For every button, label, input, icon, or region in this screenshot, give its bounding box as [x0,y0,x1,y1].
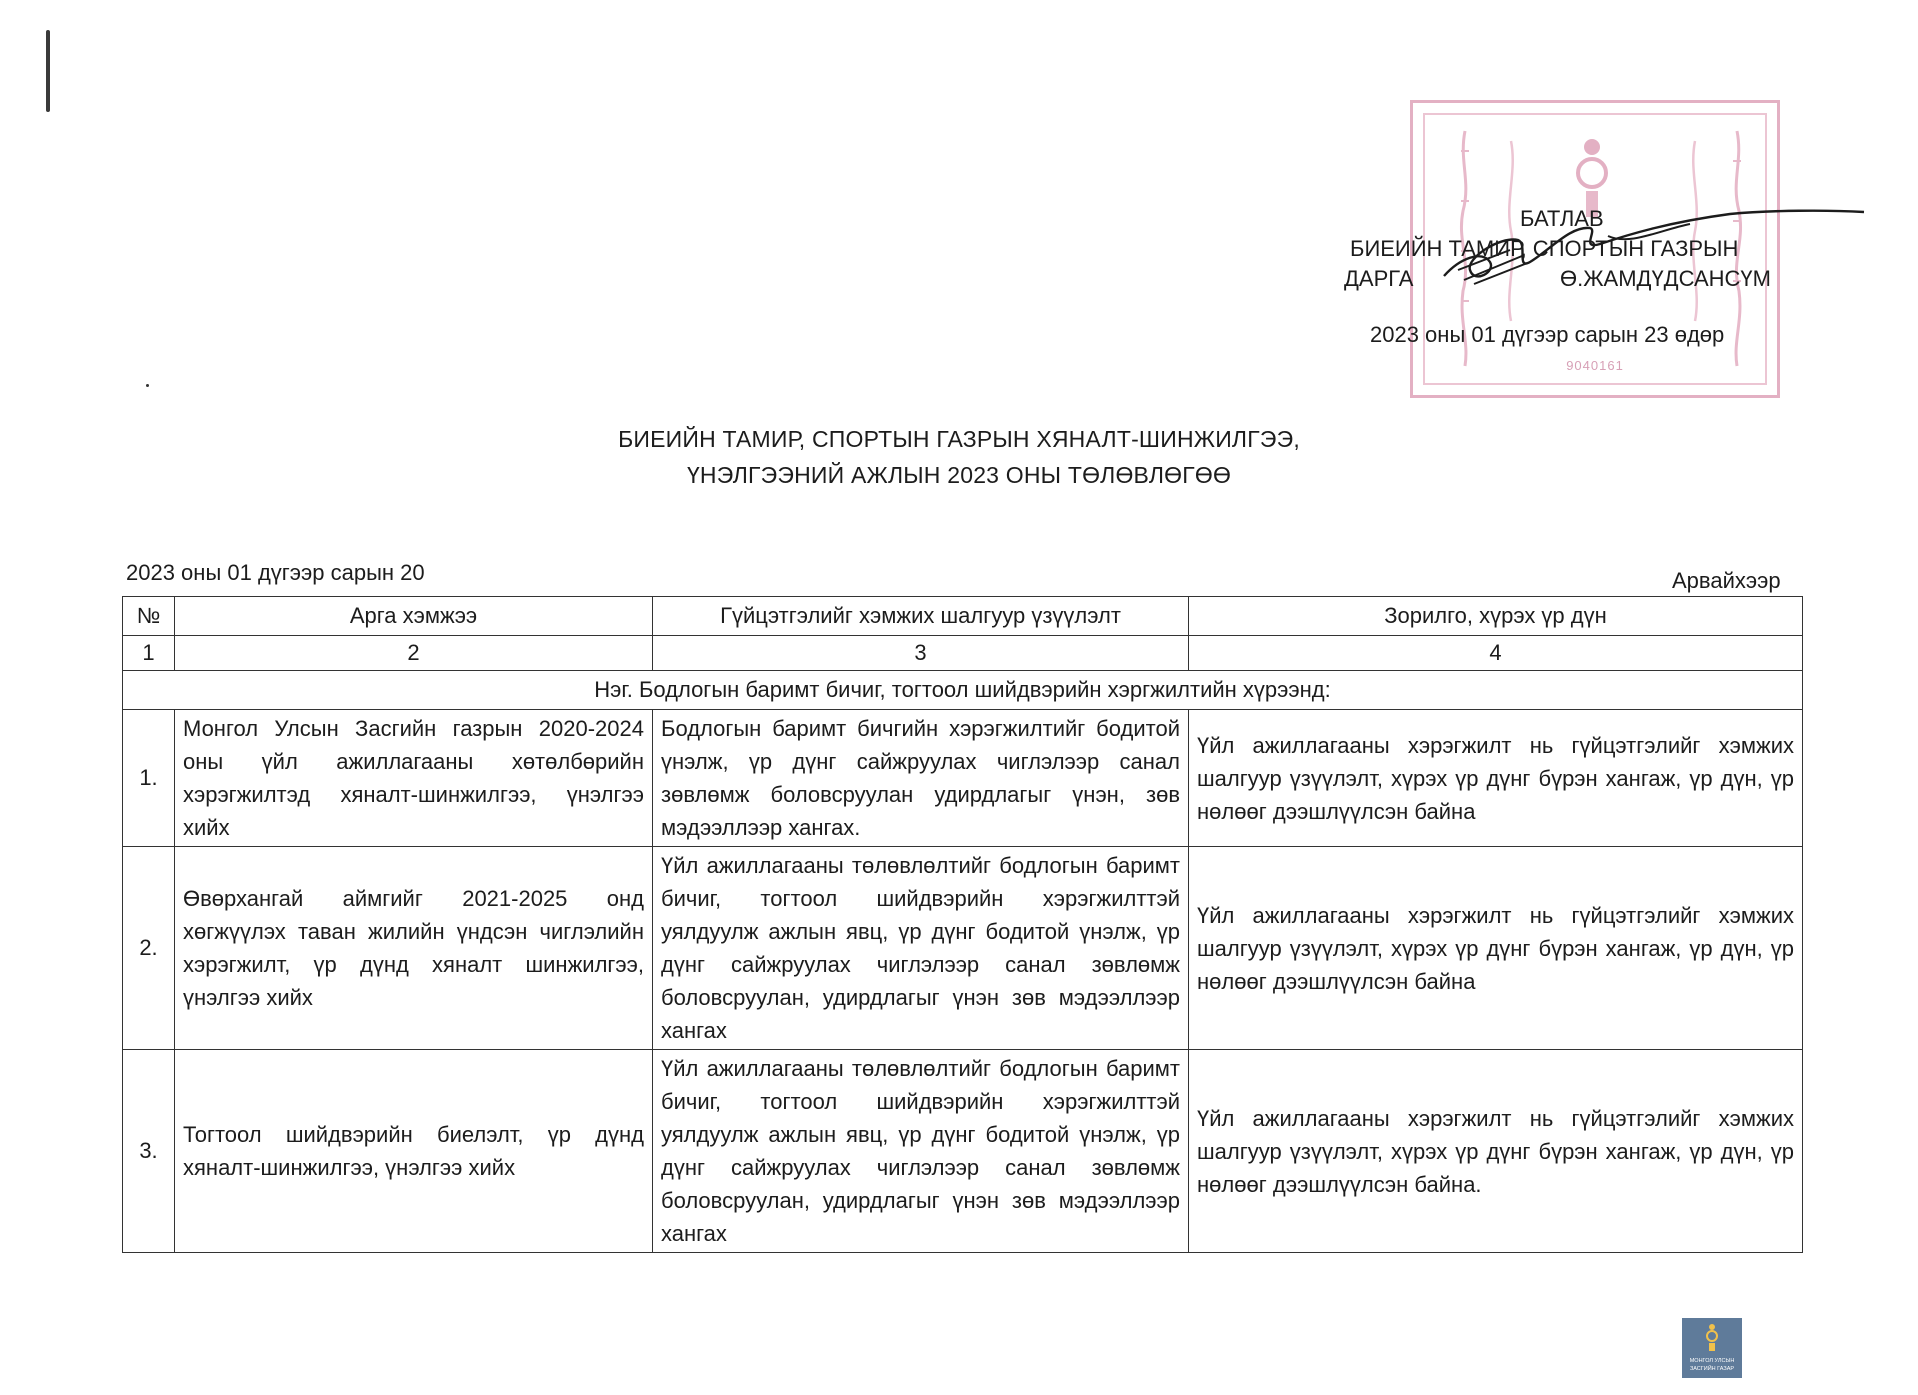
row-criteria: Үйл ажиллагааны төлөвлөлтийг бодлогын баримт бичиг, тогтоол шийдвэрийн хэрэгжилттэй уялдуулж ажлын явц, үр дүнг бодитой үнэлж, үр дүнг сайжруулах чиглэлээр санал зөвлөмж боловсруулан, удирдлагыг үнэн зөв мэдээллээр хангах [653,847,1189,1050]
row-number: 1. [123,710,175,847]
handwritten-signature [1430,200,1870,290]
section-title: Нэг. Бодлогын баримт бичиг, тогтоол шийдвэрийн хэргжилтийн хүрээнд: [123,671,1803,710]
column-number: 2 [175,636,653,671]
row-action: Монгол Улсын Засгийн газрын 2020-2024 оны үйл ажиллагааны хөтөлбөрийн хэрэгжилтэд хяналт-шинжилгээ, үнэлгээ хийх [175,710,653,847]
table-row [123,847,1803,1050]
document-title-line-1: БИЕИЙН ТАМИР, СПОРТЫН ГАЗРЫН ХЯНАЛТ-ШИНЖИЛГЭЭ, [618,426,1300,452]
soyombo-icon [1703,1322,1721,1352]
row-number: 3. [123,1050,175,1253]
approval-date: 2023 оны 01 дүгээр сарын 23 өдөр [1370,322,1725,347]
column-number: 1 [123,636,175,671]
row-action: Өвөрхангай аймгийг 2021-2025 онд хөгжүүлэх таван жилийн үндсэн чиглэлийн хэрэгжилт, үр дүнд хяналт шинжилгээ, үнэлгээ хийх [175,847,653,1050]
column-number-row [123,636,1803,671]
scan-dot [146,384,149,387]
column-header-action: Арга хэмжээ [175,597,653,636]
column-number: 3 [653,636,1189,671]
row-action: Тогтоол шийдвэрийн биелэлт, үр дүнд хяналт-шинжилгээ, үнэлгээ хийх [175,1050,653,1253]
approval-position: ДАРГА [1344,266,1414,291]
logo-text-line-2: ЗАСГИЙН ГАЗАР [1689,1366,1735,1372]
stamp-number: 9040161 [1566,358,1624,373]
column-header-goal: Зорилго, хүрэх үр дүн [1189,597,1803,636]
table-row [123,1050,1803,1253]
row-criteria: Үйл ажиллагааны төлөвлөлтийг бодлогын баримт бичиг, тогтоол шийдвэрийн хэрэгжилттэй уялдуулж ажлын явц, үр дүнг бодитой үнэлж, үр дүнг сайжруулах чиглэлээр санал зөвлөмж боловсруулан, удирдлагыг үнэн зөв мэдээллээр хангах [653,1050,1189,1253]
table-row [123,710,1803,847]
approval-heading: БАТЛАВ [1520,206,1604,231]
row-goal: Үйл ажиллагааны хэрэгжилт нь гүйцэтгэлийг хэмжих шалгуур үзүүлэлт, хүрэх үр дүнг бүрэн хангаж, үр дүн, үр нөлөөг дээшлүүлсэн байна [1189,847,1803,1050]
row-goal: Үйл ажиллагааны хэрэгжилт нь гүйцэтгэлийг хэмжих шалгуур үзүүлэлт, хүрэх үр дүнг бүрэн хангаж, үр дүн, үр нөлөөг дээшлүүлсэн байна. [1189,1050,1803,1253]
approval-organization: БИЕИЙН ТАМИР, СПОРТЫН ГАЗРЫН [1350,236,1739,261]
document-date: 2023 оны 01 дүгээр сарын 20 [126,560,425,585]
government-logo [1682,1318,1742,1378]
scan-edge-mark [46,30,50,112]
document-place: Арвайхээр [1672,568,1781,593]
row-goal: Үйл ажиллагааны хэрэгжилт нь гүйцэтгэлийг хэмжих шалгуур үзүүлэлт, хүрэх үр дүнг бүрэн хангаж, үр дүн, үр нөлөөг дээшлүүлсэн байна [1189,710,1803,847]
logo-text-line-1: МОНГОЛ УЛСЫН [1689,1358,1735,1364]
approver-name: Ө.ЖАМДҮДСАНСҮМ [1560,266,1771,291]
plan-table [122,596,1803,1253]
column-header-criteria: Гүйцэтгэлийг хэмжих шалгуур үзүүлэлт [653,597,1189,636]
row-number: 2. [123,847,175,1050]
row-criteria: Бодлогын баримт бичгийн хэрэгжилтийг бодитой үнэлж, үр дүнг сайжруулах чиглэлээр санал зөвлөмж боловсруулан удирдлагыг үнэн, зөв мэдээллээр хангах. [653,710,1189,847]
column-header-number: № [123,597,175,636]
column-number: 4 [1189,636,1803,671]
section-row [123,671,1803,710]
document-title-line-2: ҮНЭЛГЭЭНИЙ АЖЛЫН 2023 ОНЫ ТӨЛӨВЛӨГӨӨ [686,462,1232,488]
table-header-row [123,597,1803,636]
